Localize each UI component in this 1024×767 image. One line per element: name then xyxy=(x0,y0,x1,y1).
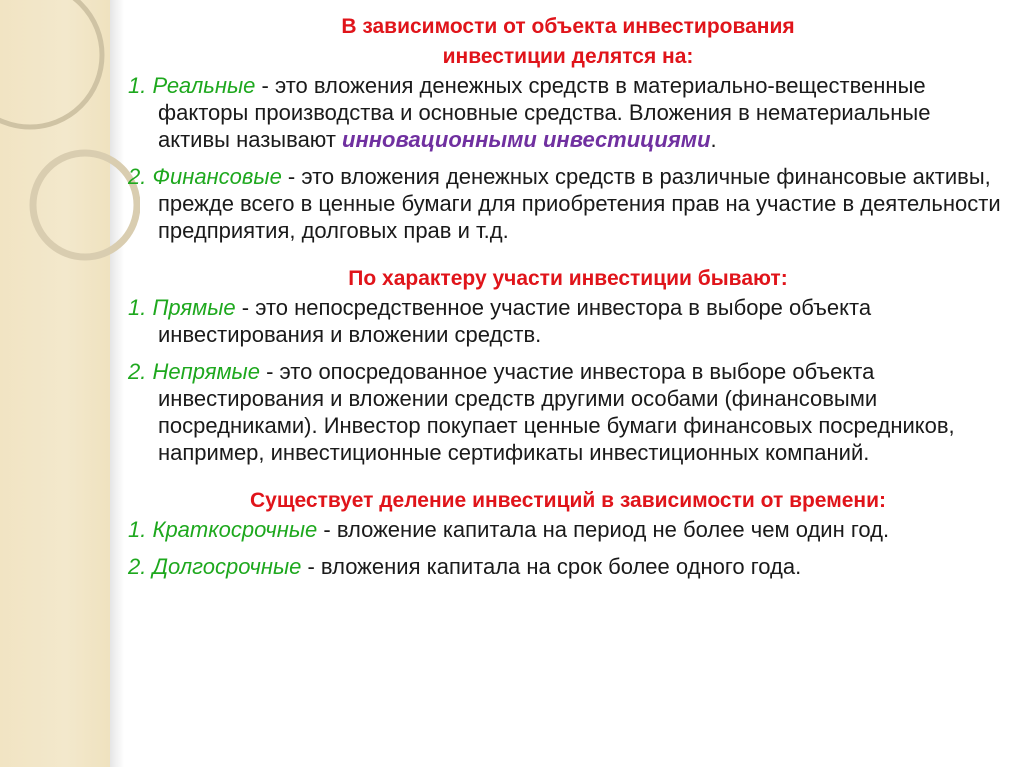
section3-heading: Существует деление инвестиций в зависимости от времени: xyxy=(249,489,887,512)
section1-heading-line1: В зависимости от объекта инвестирования xyxy=(341,15,795,38)
item-text: - это опосредованное участие инвестора в выборе объекта инвестирования и вложении средств другими особами (финансовыми посредниками). Инвестор покупает ценные бумаги финансовых посредников, например, инвестиционные сертификаты инвестиционных компаний. xyxy=(158,359,955,465)
decorative-rings xyxy=(0,0,140,300)
section2-heading: По характеру участи инвестиции бывают: xyxy=(348,267,788,290)
item-number: 2. xyxy=(128,359,147,384)
item-text: - это непосредственное участие инвестора в выборе объекта инвестирования и вложении средств. xyxy=(158,295,872,347)
item-number: 1. xyxy=(128,517,147,542)
item-text: - вложение капитала на период не более чем один год. xyxy=(317,517,890,542)
section3-item1 xyxy=(128,516,1008,543)
ring-lower xyxy=(33,153,137,257)
item-text: - это вложения денежных средств в материально-вещественные факторы производства и основные средства. Вложения в нематериальные активы называют xyxy=(158,73,931,152)
item-number: 1. xyxy=(128,73,147,98)
section1-heading-line2: инвестиции делятся на: xyxy=(442,45,694,68)
ring-upper xyxy=(0,0,102,127)
section2-item1 xyxy=(128,294,1008,348)
item-tail: . xyxy=(710,127,717,152)
item-term: Краткосрочные xyxy=(152,517,318,542)
section2-item2 xyxy=(128,358,1008,466)
item-text: - это вложения денежных средств в различные финансовые активы, прежде всего в ценные бумаги для приобретения прав на участие в деятельности предприятия, долговых прав и т.д. xyxy=(158,164,1001,243)
slide-content xyxy=(128,12,1008,580)
section3-item2 xyxy=(128,553,1008,580)
item-number: 2. xyxy=(128,554,147,579)
item-term: Прямые xyxy=(152,295,236,320)
item-term: Непрямые xyxy=(152,359,260,384)
item-highlight: инновационными инвестициями xyxy=(342,127,711,152)
item-term: Реальные xyxy=(152,73,256,98)
section1-item1 xyxy=(128,72,1008,153)
item-text: - вложения капитала на срок более одного года. xyxy=(301,554,802,579)
item-number: 2. xyxy=(128,164,147,189)
section1-item2 xyxy=(128,163,1008,244)
item-term: Долгосрочные xyxy=(152,554,302,579)
item-number: 1. xyxy=(128,295,147,320)
item-term: Финансовые xyxy=(152,164,282,189)
